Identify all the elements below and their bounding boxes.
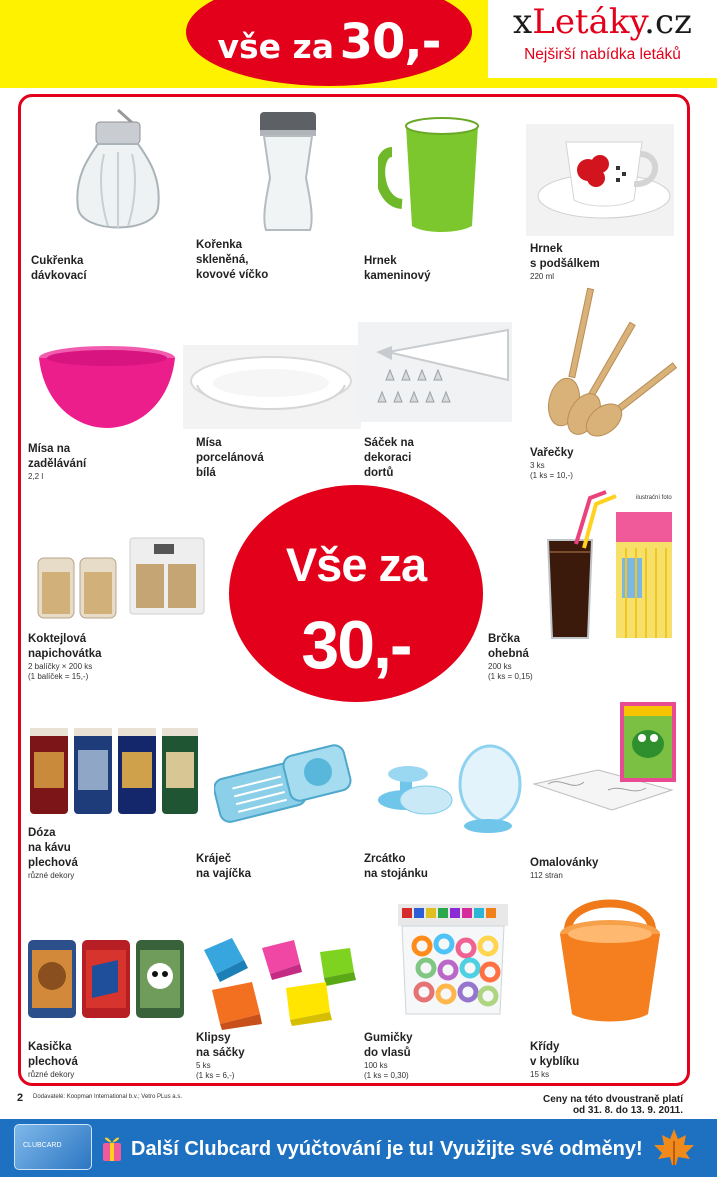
sub-kasicka: různé dekory bbox=[28, 1070, 75, 1079]
label-doza: Dóza na kávu plechová bbox=[28, 827, 78, 869]
header-price-value: 30,- bbox=[339, 14, 441, 70]
cup-saucer-icon bbox=[526, 124, 674, 236]
label-kridy: Křídy v kyblíku bbox=[530, 1041, 580, 1068]
label-krajec: Kráječ na vajíčka bbox=[196, 853, 251, 880]
green-mug-icon bbox=[378, 112, 496, 234]
clubcard-card-text: CLUBCARD bbox=[23, 1142, 62, 1149]
label-cukrenka: Cukřenka dávkovací bbox=[31, 255, 87, 282]
piping-bag-icon bbox=[358, 322, 512, 422]
mirror-icon bbox=[374, 744, 526, 834]
label-hrnek-podsalek: Hrnek s podšálkem bbox=[530, 243, 600, 270]
label-kasicka: Kasička plechová bbox=[28, 1041, 78, 1068]
clubcard-card-icon bbox=[14, 1124, 92, 1170]
label-varecky: Vařečky bbox=[530, 447, 574, 459]
bag-clips-icon bbox=[200, 930, 370, 1030]
brand-post: .cz bbox=[644, 2, 692, 42]
brand-pre: x bbox=[513, 2, 533, 42]
label-omalovanky: Omalovánky bbox=[530, 857, 599, 869]
sub-klipsy: 5 ks (1 ks = 6,-) bbox=[196, 1061, 235, 1080]
supplier-note: Dodavatelé: Koopman International b.v.; Vetro PLus a.s. bbox=[33, 1094, 182, 1100]
label-hrnek-kameninovy: Hrnek kameninový bbox=[364, 255, 431, 282]
promo-line1: Vše za bbox=[285, 538, 427, 591]
egg-slicer-icon bbox=[214, 742, 354, 832]
brand-mid: Letáky bbox=[532, 2, 645, 42]
white-bowl-icon bbox=[183, 345, 361, 429]
brand-logo[interactable] bbox=[488, 2, 717, 42]
page-number: 2 bbox=[17, 1092, 24, 1104]
header-price-prefix: vše za bbox=[217, 27, 334, 66]
promo-line2: 30,- bbox=[301, 607, 411, 683]
sub-gumicky: 100 ks (1 ks = 0,30) bbox=[364, 1061, 409, 1080]
straws-icon bbox=[536, 488, 678, 648]
label-brcka: Brčka ohebná bbox=[488, 633, 529, 660]
chalk-bucket-icon bbox=[548, 888, 672, 1024]
spice-shaker-icon bbox=[252, 108, 324, 236]
sub-napichovatka: 2 balíčky × 200 ks (1 balíček = 15,-) bbox=[28, 662, 93, 681]
sub-kridy: 15 ks bbox=[530, 1070, 550, 1079]
sugar-dispenser-icon bbox=[68, 108, 168, 244]
label-zrcatko: Zrcátko na stojánku bbox=[364, 853, 428, 880]
coffee-tins-icon bbox=[28, 724, 200, 818]
hair-ties-icon bbox=[396, 902, 510, 1016]
label-klipsy: Klipsy na sáčky bbox=[196, 1032, 245, 1059]
gift-icon bbox=[100, 1131, 124, 1163]
wooden-spoons-icon bbox=[538, 284, 680, 440]
brand-tagline: Nejširší nabídka letáků bbox=[524, 46, 681, 63]
sub-doza: různé dekory bbox=[28, 871, 75, 880]
label-napichovatka: Koktejlová napichovátka bbox=[28, 633, 102, 660]
pink-bowl-icon bbox=[36, 344, 178, 432]
illustration-note: ilustrační foto bbox=[636, 495, 672, 501]
brand-box[interactable] bbox=[488, 0, 717, 78]
header-price bbox=[186, 14, 472, 70]
money-box-icon bbox=[26, 936, 186, 1020]
sub-varecky: 3 ks (1 ks = 10,-) bbox=[530, 461, 573, 480]
label-sacek-dekorace: Sáček na dekoraci dortů bbox=[364, 437, 414, 479]
clubcard-message[interactable]: Další Clubcard vyúčtování je tu! Využijte své odměny! bbox=[131, 1138, 643, 1160]
label-korenka: Kořenka skleněná, kovové víčko bbox=[196, 239, 269, 281]
label-gumicky: Gumičky do vlasů bbox=[364, 1032, 413, 1059]
sub-brcka: 200 ks (1 ks = 0,15) bbox=[488, 662, 533, 681]
label-misa-zadelavani: Mísa na zadělávání bbox=[28, 443, 87, 470]
price-validity: Ceny na této dvoustraně platí od 31. 8. do 13. 9. 2011. bbox=[542, 1094, 683, 1116]
coloring-book-icon bbox=[528, 700, 678, 840]
maple-leaf-icon bbox=[652, 1127, 696, 1167]
sub-hrnek-podsalek: 220 ml bbox=[530, 272, 555, 281]
toothpicks-icon bbox=[34, 536, 206, 620]
sub-misa-zadelavani: 2,2 l bbox=[28, 472, 44, 481]
sub-omalovanky: 112 stran bbox=[530, 871, 563, 880]
label-misa-porcelan: Mísa porcelánová bílá bbox=[196, 437, 264, 479]
